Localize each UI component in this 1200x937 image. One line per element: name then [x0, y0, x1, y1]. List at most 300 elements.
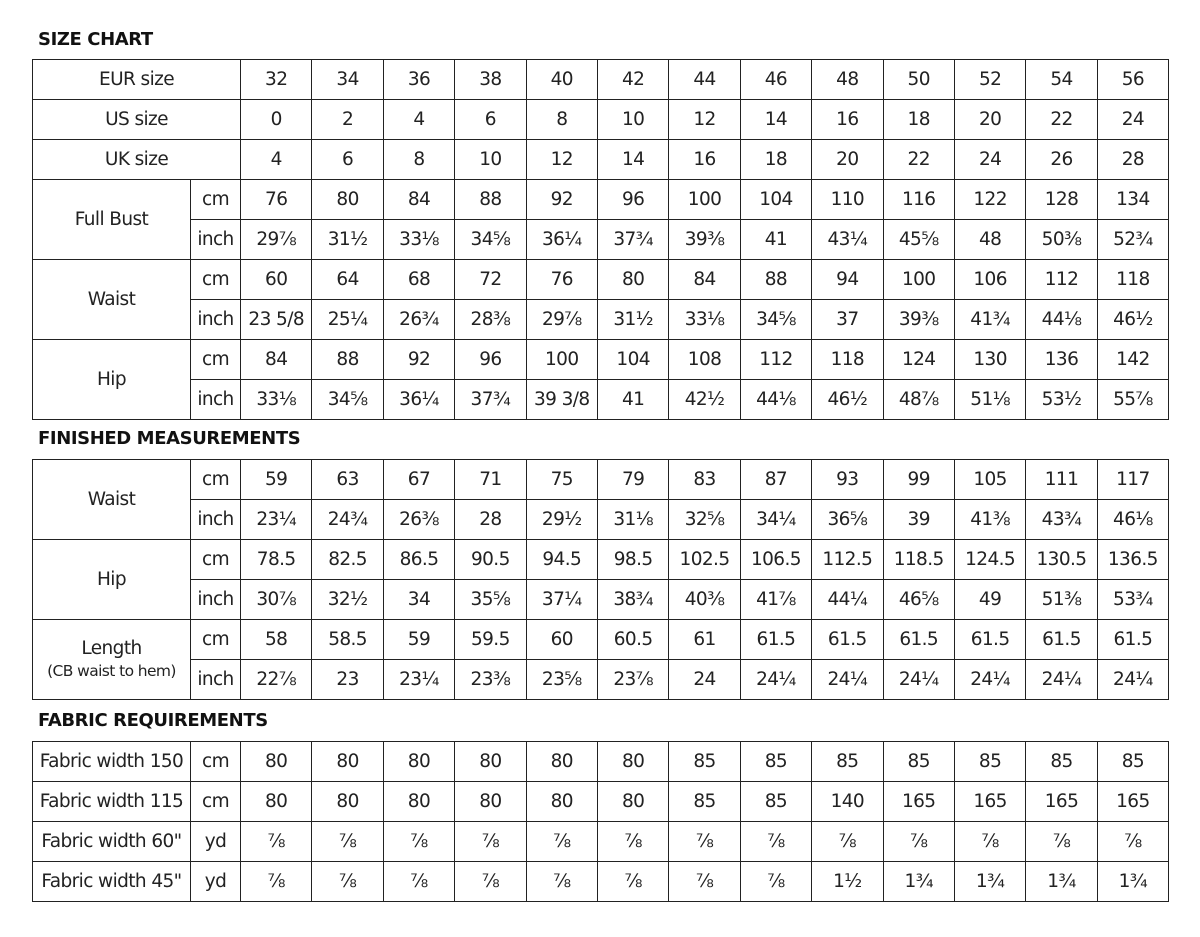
- value-cell: 136.5: [1097, 540, 1168, 580]
- value-cell: 31½: [597, 300, 668, 340]
- value-cell: 118: [812, 340, 883, 380]
- table-row: [33, 460, 1169, 500]
- value-cell: 80: [312, 180, 383, 220]
- fabric-width-label: Fabric width 115: [33, 782, 191, 822]
- measurement-label: [33, 620, 191, 700]
- value-cell: 71: [455, 460, 526, 500]
- value-cell: ⅞: [455, 862, 526, 902]
- size-cell: 24: [954, 140, 1025, 180]
- value-cell: 23¼: [241, 500, 312, 540]
- size-cell: 20: [954, 100, 1025, 140]
- value-cell: ⅞: [597, 862, 668, 902]
- value-cell: 80: [241, 742, 312, 782]
- value-cell: 80: [455, 742, 526, 782]
- value-cell: 80: [312, 742, 383, 782]
- value-cell: 55⅞: [1097, 380, 1168, 420]
- size-cell: 22: [883, 140, 954, 180]
- value-cell: 60: [241, 260, 312, 300]
- value-cell: 99: [883, 460, 954, 500]
- value-cell: 100: [669, 180, 740, 220]
- unit-label: inch: [191, 660, 241, 700]
- value-cell: 85: [883, 742, 954, 782]
- value-cell: 112: [1026, 260, 1097, 300]
- value-cell: 84: [383, 180, 454, 220]
- value-cell: 24¼: [812, 660, 883, 700]
- value-cell: 104: [597, 340, 668, 380]
- value-cell: 86.5: [383, 540, 454, 580]
- value-cell: 88: [740, 260, 811, 300]
- value-cell: 41⅞: [740, 580, 811, 620]
- value-cell: 110: [812, 180, 883, 220]
- value-cell: ⅞: [740, 822, 811, 862]
- value-cell: 32⅝: [669, 500, 740, 540]
- value-cell: 80: [455, 782, 526, 822]
- value-cell: 122: [954, 180, 1025, 220]
- value-cell: 118.5: [883, 540, 954, 580]
- row-label: US size: [33, 100, 241, 140]
- value-cell: 80: [526, 782, 597, 822]
- value-cell: 34⅝: [455, 220, 526, 260]
- table-row: [33, 580, 1169, 620]
- value-cell: 36⅝: [812, 500, 883, 540]
- value-cell: 59: [241, 460, 312, 500]
- value-cell: 85: [1097, 742, 1168, 782]
- table-row: [33, 660, 1169, 700]
- size-cell: 14: [597, 140, 668, 180]
- value-cell: 26⅜: [383, 500, 454, 540]
- value-cell: ⅞: [383, 822, 454, 862]
- value-cell: 61.5: [954, 620, 1025, 660]
- value-cell: 128: [1026, 180, 1097, 220]
- measurement-name: Hip: [97, 568, 126, 590]
- size-cell: 28: [1097, 140, 1168, 180]
- table-row: [33, 180, 1169, 220]
- value-cell: 36¼: [383, 380, 454, 420]
- table-row: [33, 540, 1169, 580]
- fabric-requirements-heading: FABRIC REQUIREMENTS: [38, 710, 268, 731]
- unit-label: yd: [191, 862, 241, 902]
- value-cell: ⅞: [526, 822, 597, 862]
- size-cell: 36: [383, 60, 454, 100]
- value-cell: 33⅛: [241, 380, 312, 420]
- table-row: [33, 620, 1169, 660]
- value-cell: 87: [740, 460, 811, 500]
- table-row: [33, 60, 1169, 100]
- unit-label: inch: [191, 220, 241, 260]
- unit-label: inch: [191, 580, 241, 620]
- value-cell: 100: [526, 340, 597, 380]
- value-cell: 53¾: [1097, 580, 1168, 620]
- value-cell: 116: [883, 180, 954, 220]
- unit-label: cm: [191, 180, 241, 220]
- value-cell: 88: [455, 180, 526, 220]
- value-cell: 83: [669, 460, 740, 500]
- value-cell: 90.5: [455, 540, 526, 580]
- value-cell: 33⅛: [669, 300, 740, 340]
- table-row: [33, 260, 1169, 300]
- size-chart-table: [32, 59, 1169, 420]
- size-cell: 54: [1026, 60, 1097, 100]
- value-cell: 85: [740, 782, 811, 822]
- value-cell: 24¼: [883, 660, 954, 700]
- value-cell: 165: [883, 782, 954, 822]
- value-cell: ⅞: [812, 822, 883, 862]
- value-cell: 29⅞: [526, 300, 597, 340]
- value-cell: 52¾: [1097, 220, 1168, 260]
- value-cell: 1¾: [1026, 862, 1097, 902]
- measurement-label: Hip: [33, 340, 191, 420]
- value-cell: 111: [1026, 460, 1097, 500]
- size-cell: 48: [812, 60, 883, 100]
- finished-measurements-heading: FINISHED MEASUREMENTS: [38, 428, 301, 449]
- unit-label: inch: [191, 300, 241, 340]
- value-cell: 34: [383, 580, 454, 620]
- size-cell: 52: [954, 60, 1025, 100]
- value-cell: 94.5: [526, 540, 597, 580]
- value-cell: 41: [740, 220, 811, 260]
- value-cell: 37¼: [526, 580, 597, 620]
- value-cell: 58: [241, 620, 312, 660]
- size-cell: 10: [455, 140, 526, 180]
- value-cell: 165: [1097, 782, 1168, 822]
- value-cell: ⅞: [455, 822, 526, 862]
- value-cell: 37¾: [597, 220, 668, 260]
- value-cell: 41¾: [954, 300, 1025, 340]
- size-cell: 12: [669, 100, 740, 140]
- table-row: [33, 220, 1169, 260]
- unit-label: cm: [191, 540, 241, 580]
- row-label: EUR size: [33, 60, 241, 100]
- value-cell: ⅞: [597, 822, 668, 862]
- value-cell: 84: [241, 340, 312, 380]
- size-cell: 46: [740, 60, 811, 100]
- size-cell: 56: [1097, 60, 1168, 100]
- value-cell: 58.5: [312, 620, 383, 660]
- size-cell: 32: [241, 60, 312, 100]
- value-cell: 37: [812, 300, 883, 340]
- value-cell: 75: [526, 460, 597, 500]
- value-cell: 31½: [312, 220, 383, 260]
- table-row: [33, 500, 1169, 540]
- fabric-width-label: Fabric width 150: [33, 742, 191, 782]
- value-cell: 80: [383, 742, 454, 782]
- value-cell: 80: [241, 782, 312, 822]
- size-cell: 8: [526, 100, 597, 140]
- size-cell: 38: [455, 60, 526, 100]
- value-cell: 46½: [1097, 300, 1168, 340]
- value-cell: 23: [312, 660, 383, 700]
- value-cell: 165: [954, 782, 1025, 822]
- value-cell: 106.5: [740, 540, 811, 580]
- value-cell: 60.5: [597, 620, 668, 660]
- value-cell: ⅞: [383, 862, 454, 902]
- value-cell: 68: [383, 260, 454, 300]
- size-cell: 50: [883, 60, 954, 100]
- size-cell: 2: [312, 100, 383, 140]
- measurement-label: [33, 540, 191, 620]
- value-cell: 88: [312, 340, 383, 380]
- value-cell: 23⅜: [455, 660, 526, 700]
- value-cell: ⅞: [1026, 822, 1097, 862]
- value-cell: 41: [597, 380, 668, 420]
- value-cell: 38¾: [597, 580, 668, 620]
- size-cell: 16: [669, 140, 740, 180]
- size-cell: 8: [383, 140, 454, 180]
- size-cell: 22: [1026, 100, 1097, 140]
- value-cell: 134: [1097, 180, 1168, 220]
- table-row: [33, 140, 1169, 180]
- value-cell: 39 3/8: [526, 380, 597, 420]
- value-cell: 59.5: [455, 620, 526, 660]
- value-cell: 24¼: [1026, 660, 1097, 700]
- value-cell: 24¼: [954, 660, 1025, 700]
- value-cell: 48⅞: [883, 380, 954, 420]
- value-cell: 46⅝: [883, 580, 954, 620]
- value-cell: ⅞: [241, 822, 312, 862]
- measurement-name: Waist: [87, 488, 136, 510]
- value-cell: 80: [597, 742, 668, 782]
- table-row: [33, 380, 1169, 420]
- table-row: [33, 300, 1169, 340]
- unit-label: yd: [191, 822, 241, 862]
- value-cell: 76: [241, 180, 312, 220]
- value-cell: 92: [526, 180, 597, 220]
- value-cell: 112: [740, 340, 811, 380]
- measurement-name: Length: [81, 637, 142, 659]
- value-cell: 61.5: [812, 620, 883, 660]
- value-cell: 29⅞: [241, 220, 312, 260]
- value-cell: 85: [1026, 742, 1097, 782]
- value-cell: 92: [383, 340, 454, 380]
- value-cell: 23 5/8: [241, 300, 312, 340]
- value-cell: 104: [740, 180, 811, 220]
- table-row: [33, 862, 1169, 902]
- value-cell: 165: [1026, 782, 1097, 822]
- value-cell: ⅞: [1097, 822, 1168, 862]
- value-cell: 29½: [526, 500, 597, 540]
- value-cell: ⅞: [312, 862, 383, 902]
- value-cell: 61: [669, 620, 740, 660]
- unit-label: inch: [191, 500, 241, 540]
- value-cell: 31⅛: [597, 500, 668, 540]
- value-cell: 39: [883, 500, 954, 540]
- measurement-label: [33, 460, 191, 540]
- value-cell: 22⅞: [241, 660, 312, 700]
- value-cell: 40⅜: [669, 580, 740, 620]
- unit-label: cm: [191, 460, 241, 500]
- value-cell: 80: [526, 742, 597, 782]
- value-cell: 23⅝: [526, 660, 597, 700]
- value-cell: 98.5: [597, 540, 668, 580]
- value-cell: 85: [812, 742, 883, 782]
- value-cell: 44⅛: [1026, 300, 1097, 340]
- unit-label: inch: [191, 380, 241, 420]
- value-cell: ⅞: [312, 822, 383, 862]
- value-cell: 94: [812, 260, 883, 300]
- row-label: UK size: [33, 140, 241, 180]
- value-cell: 78.5: [241, 540, 312, 580]
- value-cell: 124: [883, 340, 954, 380]
- table-row: [33, 100, 1169, 140]
- size-cell: 18: [740, 140, 811, 180]
- value-cell: 102.5: [669, 540, 740, 580]
- value-cell: 32½: [312, 580, 383, 620]
- fabric-width-label: Fabric width 45": [33, 862, 191, 902]
- value-cell: 46⅛: [1097, 500, 1168, 540]
- value-cell: 80: [312, 782, 383, 822]
- value-cell: 1½: [812, 862, 883, 902]
- value-cell: 1¾: [883, 862, 954, 902]
- value-cell: 43¼: [812, 220, 883, 260]
- value-cell: ⅞: [954, 822, 1025, 862]
- size-cell: 40: [526, 60, 597, 100]
- value-cell: 23⅞: [597, 660, 668, 700]
- table-row: [33, 822, 1169, 862]
- value-cell: 50⅜: [1026, 220, 1097, 260]
- value-cell: 53½: [1026, 380, 1097, 420]
- table-row: [33, 340, 1169, 380]
- value-cell: 61.5: [740, 620, 811, 660]
- value-cell: 118: [1097, 260, 1168, 300]
- unit-label: cm: [191, 340, 241, 380]
- value-cell: 33⅛: [383, 220, 454, 260]
- value-cell: 34⅝: [740, 300, 811, 340]
- value-cell: 93: [812, 460, 883, 500]
- value-cell: 24: [669, 660, 740, 700]
- table-row: [33, 742, 1169, 782]
- value-cell: 44¼: [812, 580, 883, 620]
- size-cell: 6: [312, 140, 383, 180]
- value-cell: 24¾: [312, 500, 383, 540]
- value-cell: 49: [954, 580, 1025, 620]
- value-cell: 1¾: [1097, 862, 1168, 902]
- unit-label: cm: [191, 782, 241, 822]
- value-cell: 51⅜: [1026, 580, 1097, 620]
- value-cell: 45⅝: [883, 220, 954, 260]
- value-cell: 42½: [669, 380, 740, 420]
- value-cell: 28⅜: [455, 300, 526, 340]
- measurement-sublabel: (CB waist to hem): [47, 661, 176, 680]
- value-cell: 84: [669, 260, 740, 300]
- value-cell: ⅞: [669, 822, 740, 862]
- value-cell: 79: [597, 460, 668, 500]
- value-cell: ⅞: [669, 862, 740, 902]
- size-cell: 16: [812, 100, 883, 140]
- value-cell: 34⅝: [312, 380, 383, 420]
- size-cell: 4: [383, 100, 454, 140]
- value-cell: 105: [954, 460, 1025, 500]
- fabric-width-label: Fabric width 60": [33, 822, 191, 862]
- size-cell: 26: [1026, 140, 1097, 180]
- size-cell: 24: [1097, 100, 1168, 140]
- value-cell: 34¼: [740, 500, 811, 540]
- value-cell: 140: [812, 782, 883, 822]
- value-cell: 59: [383, 620, 454, 660]
- value-cell: 35⅝: [455, 580, 526, 620]
- value-cell: 85: [669, 782, 740, 822]
- size-cell: 4: [241, 140, 312, 180]
- value-cell: 25¼: [312, 300, 383, 340]
- value-cell: 106: [954, 260, 1025, 300]
- value-cell: 30⅞: [241, 580, 312, 620]
- value-cell: 61.5: [1097, 620, 1168, 660]
- value-cell: 80: [597, 782, 668, 822]
- value-cell: 51⅛: [954, 380, 1025, 420]
- value-cell: 61.5: [883, 620, 954, 660]
- value-cell: 24¼: [740, 660, 811, 700]
- value-cell: 130.5: [1026, 540, 1097, 580]
- value-cell: 39⅜: [669, 220, 740, 260]
- value-cell: 23¼: [383, 660, 454, 700]
- value-cell: 64: [312, 260, 383, 300]
- value-cell: 41⅜: [954, 500, 1025, 540]
- value-cell: 1¾: [954, 862, 1025, 902]
- size-cell: 18: [883, 100, 954, 140]
- size-cell: 42: [597, 60, 668, 100]
- unit-label: cm: [191, 620, 241, 660]
- value-cell: 85: [954, 742, 1025, 782]
- value-cell: 44⅛: [740, 380, 811, 420]
- value-cell: 39⅜: [883, 300, 954, 340]
- value-cell: 80: [383, 782, 454, 822]
- size-cell: 12: [526, 140, 597, 180]
- value-cell: ⅞: [526, 862, 597, 902]
- value-cell: 80: [597, 260, 668, 300]
- value-cell: 136: [1026, 340, 1097, 380]
- measurement-label: Full Bust: [33, 180, 191, 260]
- unit-label: cm: [191, 260, 241, 300]
- value-cell: 37¾: [455, 380, 526, 420]
- value-cell: 142: [1097, 340, 1168, 380]
- value-cell: 82.5: [312, 540, 383, 580]
- value-cell: 72: [455, 260, 526, 300]
- value-cell: 36¼: [526, 220, 597, 260]
- value-cell: 43¾: [1026, 500, 1097, 540]
- value-cell: 24¼: [1097, 660, 1168, 700]
- value-cell: 96: [455, 340, 526, 380]
- value-cell: 96: [597, 180, 668, 220]
- value-cell: 117: [1097, 460, 1168, 500]
- table-row: [33, 782, 1169, 822]
- value-cell: 100: [883, 260, 954, 300]
- value-cell: 26¾: [383, 300, 454, 340]
- value-cell: 85: [740, 742, 811, 782]
- size-cell: 6: [455, 100, 526, 140]
- value-cell: 124.5: [954, 540, 1025, 580]
- value-cell: 48: [954, 220, 1025, 260]
- value-cell: 67: [383, 460, 454, 500]
- value-cell: 85: [669, 742, 740, 782]
- value-cell: 28: [455, 500, 526, 540]
- size-cell: 20: [812, 140, 883, 180]
- value-cell: 76: [526, 260, 597, 300]
- size-cell: 0: [241, 100, 312, 140]
- value-cell: ⅞: [241, 862, 312, 902]
- value-cell: 108: [669, 340, 740, 380]
- value-cell: 130: [954, 340, 1025, 380]
- size-cell: 14: [740, 100, 811, 140]
- fabric-requirements-table: [32, 741, 1169, 902]
- measurement-label: Waist: [33, 260, 191, 340]
- value-cell: 60: [526, 620, 597, 660]
- size-chart-heading: SIZE CHART: [38, 29, 153, 50]
- value-cell: 112.5: [812, 540, 883, 580]
- size-cell: 34: [312, 60, 383, 100]
- value-cell: ⅞: [740, 862, 811, 902]
- value-cell: ⅞: [883, 822, 954, 862]
- value-cell: 61.5: [1026, 620, 1097, 660]
- value-cell: 46½: [812, 380, 883, 420]
